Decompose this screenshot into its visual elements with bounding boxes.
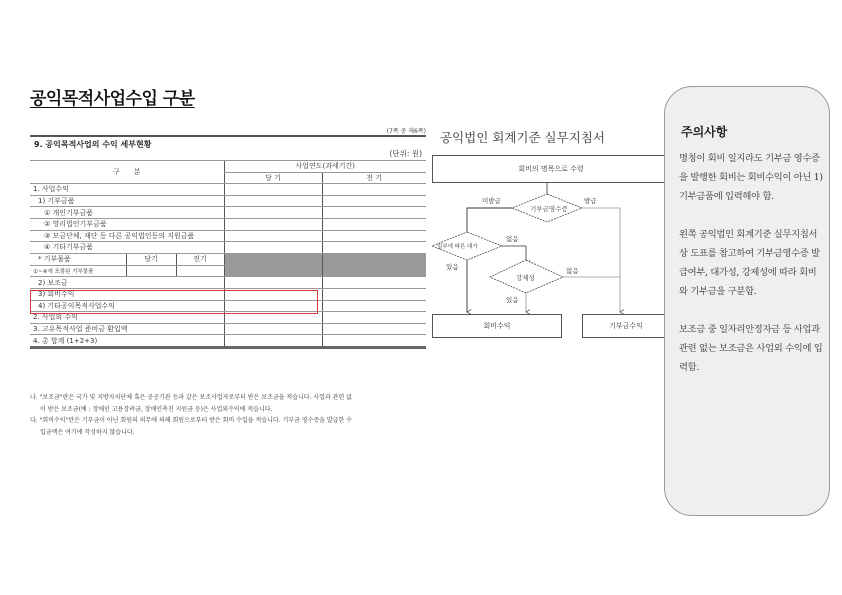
page-number: (7쪽 중 제6쪽) [386, 128, 426, 135]
table-row [30, 230, 426, 242]
prior-cell[interactable] [322, 312, 426, 324]
form-notes [30, 392, 470, 438]
table-row [30, 242, 426, 254]
header-period: 사업연도(과세기간) [224, 161, 426, 173]
prior-cell[interactable] [322, 300, 426, 312]
header-row [30, 161, 426, 173]
form-heading: 9. 공익목적사업의 수익 세부현황 [34, 140, 152, 149]
table-row [30, 277, 426, 289]
notice-paragraph: 왼쪽 공익법인 회계기준 실무지침서상 도표를 참고하여 기부금영수증 발급여부, 대가성, 강제성에 따라 회비와 기부금을 구분함. [679, 229, 820, 297]
current-cell[interactable] [224, 230, 322, 242]
current-cell[interactable] [224, 218, 322, 230]
flow-label-d3-exists: 있음 [506, 296, 519, 304]
table-row [30, 195, 426, 207]
current-cell[interactable] [224, 195, 322, 207]
page-title: 공익목적사업수입 구분 [30, 89, 195, 109]
row-label: 1) 기부금품 [30, 195, 224, 207]
note-line: 다. "회비수익"란은 기부금이 아닌 회원의 의무에 의해 회원으로부터 받은 회비 수입을 적습니다. 기부금 영수증을 발급한 수 [30, 417, 352, 424]
row-label: ① 개인기부금품 [30, 207, 224, 219]
prior-cell[interactable] [322, 230, 426, 242]
row-label: ③ 모금단체, 재단 등 다른 공익법인등의 지원금품 [30, 230, 224, 242]
prior-cell[interactable] [322, 277, 426, 289]
current-cell[interactable] [224, 207, 322, 219]
note-line: 나. "보조금"란은 국가 및 지방자치단체 혹은 공공기관 등과 같은 보조사업자로부터 받은 보조금을 적습니다. 사업과 관련 없 [30, 394, 352, 401]
note-line: 이 받은 보조금(예 : 장애인 고용장려금, 장애인촉진 지원금 등)은 사업외수익에 적습니다. [40, 405, 273, 413]
prior-cell[interactable] [322, 184, 426, 196]
flow-start-box: 회비의 명목으로 수령 [432, 155, 670, 183]
row-label: 2) 보조금 [30, 277, 224, 289]
flow-label-d3-none: 없음 [566, 267, 579, 275]
table-row [30, 218, 426, 230]
current-cell[interactable] [224, 300, 322, 312]
row-label: 1. 사업수익 [30, 184, 224, 196]
flow-label-issued: 발급 [584, 197, 597, 205]
row-label: 3. 고유목적사업 준비금 환입액 [30, 323, 224, 335]
flowchart-title: 공익법인 회계기준 실무지침서 [440, 130, 605, 145]
prior-cell[interactable] [322, 323, 426, 335]
prior-cell[interactable] [322, 195, 426, 207]
row-label: ④ 기타기부금품 [30, 242, 224, 254]
row-label: 4) 기타공익목적사업수익 [30, 300, 224, 312]
in-kind-row [30, 253, 426, 265]
table-row-total [30, 335, 426, 348]
flow-decision-receipt: 기부금영수증 [530, 205, 568, 213]
flow-label-d2-exists: 있음 [446, 263, 459, 271]
notice-paragraph: 보조금 중 일자리안정자금 등 사업과 관련 없는 보조금은 사업외 수익에 입력함. [679, 324, 823, 373]
table-row [30, 207, 426, 219]
row-label: 4. 총 합계 (1+2+3) [30, 335, 224, 348]
flow-result-membership: 회비수익 [432, 314, 562, 338]
in-kind-label-line2: ①~④에 포함된 기부물품 [30, 265, 126, 277]
note-line: 입금액은 여기에 작성하지 않습니다. [40, 428, 135, 436]
flow-decision-compulsion: 강제성 [516, 274, 535, 282]
prior-cell[interactable] [322, 335, 426, 348]
table-row [30, 184, 426, 196]
table-row [30, 312, 426, 324]
flowchart [430, 150, 670, 340]
revenue-table [30, 160, 426, 349]
header-current: 당 기 [224, 172, 322, 184]
flow-result-donation: 기부금수익 [582, 314, 670, 338]
header-category: 구 분 [30, 161, 224, 184]
unit-label: (단위: 원) [389, 149, 422, 158]
in-kind-label [30, 253, 126, 265]
notice-body [679, 149, 824, 396]
row-label: ② 영리법인기부금품 [30, 218, 224, 230]
table-row [30, 288, 426, 300]
flow-decision-consideration: 일부에 따른 대가 [437, 244, 478, 250]
prior-cell[interactable] [322, 218, 426, 230]
shaded-cell [224, 253, 322, 277]
notice-title: 주의사항 [681, 125, 728, 139]
in-kind-current-header: 당기 [126, 253, 176, 265]
in-kind-label-line1: * 기부물품 [38, 255, 71, 264]
current-cell[interactable] [224, 323, 322, 335]
flow-label-not-issued: 미발급 [482, 197, 501, 205]
notice-paragraph: 명칭이 회비 일지라도 기부금 영수증을 발행한 회비는 회비수익이 아닌 1) 기부금품에 입력해야 함. [679, 153, 823, 202]
row-label: 3) 회비수익 [30, 288, 224, 300]
in-kind-prior-cell[interactable] [176, 265, 224, 277]
row-label: 2. 사업외 수익 [30, 312, 224, 324]
current-cell[interactable] [224, 184, 322, 196]
current-cell[interactable] [224, 335, 322, 348]
prior-cell[interactable] [322, 207, 426, 219]
current-cell[interactable] [224, 312, 322, 324]
table-row [30, 300, 426, 312]
form-top-rule [30, 135, 426, 137]
flow-label-d2-none: 없음 [506, 235, 519, 243]
table-row [30, 323, 426, 335]
in-kind-prior-header: 전기 [176, 253, 224, 265]
current-cell[interactable] [224, 288, 322, 300]
prior-cell[interactable] [322, 288, 426, 300]
current-cell[interactable] [224, 277, 322, 289]
current-cell[interactable] [224, 242, 322, 254]
in-kind-current-cell[interactable] [126, 265, 176, 277]
notice-panel [664, 86, 830, 516]
header-prior: 전 기 [322, 172, 426, 184]
prior-cell[interactable] [322, 242, 426, 254]
shaded-cell [322, 253, 426, 277]
